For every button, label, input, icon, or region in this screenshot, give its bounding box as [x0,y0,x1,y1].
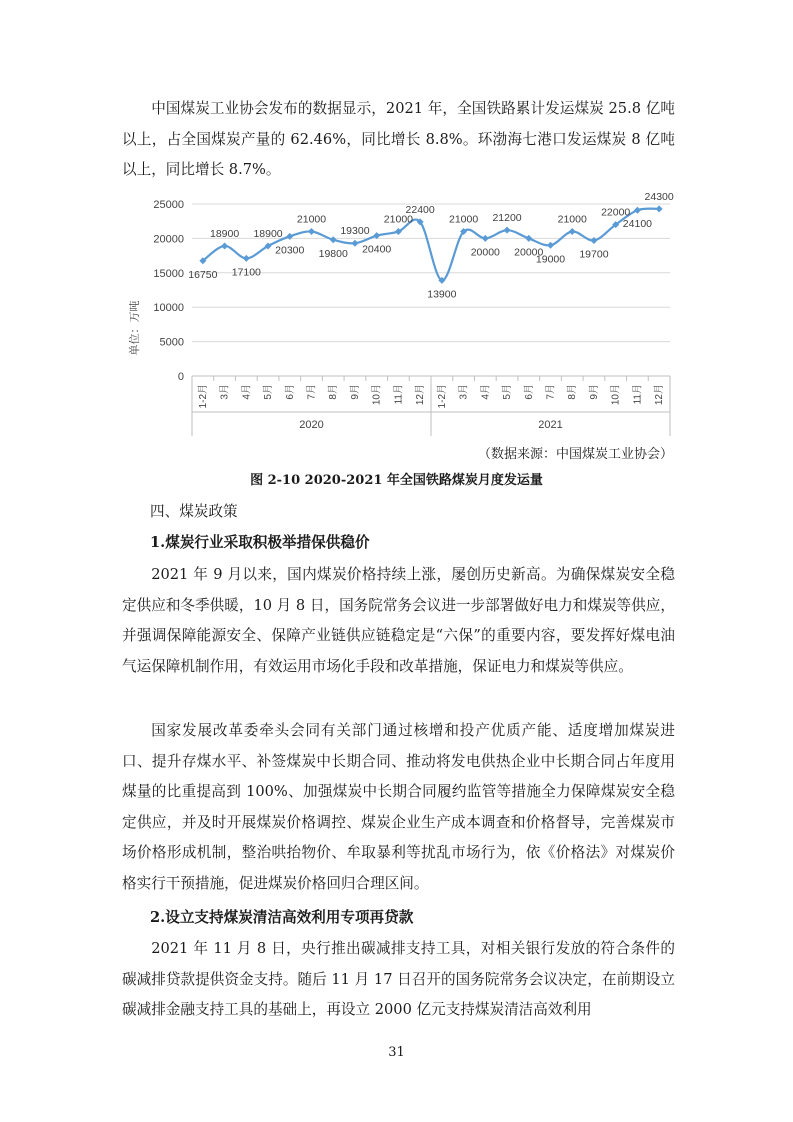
data-label: 21000 [448,213,479,226]
x-tick-label: 11月 [393,384,405,405]
data-label: 17100 [231,266,261,279]
data-label: 21200 [492,212,522,225]
x-tick-label: 6月 [523,384,535,400]
data-label: 20300 [275,244,305,257]
data-point [525,235,532,242]
data-label: 24300 [644,190,674,203]
x-tick-label: 6月 [284,384,296,400]
data-labels [188,191,674,301]
y-tick-label: 20000 [153,233,184,246]
y-axis-label: 单位：万吨 [129,300,141,356]
data-point [634,207,641,214]
data-point [243,255,250,262]
x-tick-label: 7月 [545,384,557,400]
data-point [308,228,315,235]
y-tick-labels [153,199,184,383]
data-label: 21000 [383,213,414,226]
page-number: 31 [388,1045,405,1060]
data-label: 20000 [470,246,500,259]
section-heading: 四、煤炭政策 [150,503,238,520]
intro-paragraph: 中国煤炭工业协会发布的数据显示，2021 年，全国铁路累计发运煤炭 25.8 亿吨以上，占全国煤炭产量的 62.46%，同比增长 8.8%。环渤海七港口发运煤炭 8 亿吨以上，同比增长 8.7%。 [122,100,675,178]
data-label: 20400 [362,243,392,256]
data-points [199,205,662,284]
data-point [569,228,576,235]
data-point [656,205,663,212]
x-tick-label: 10月 [610,384,622,406]
x-tick-label: 1-2月 [197,384,209,409]
x-tick-label: 8月 [328,384,340,400]
subsection-heading-1: 1.煤炭行业采取积极举措保供稳价 [150,534,370,551]
data-point [482,235,489,242]
x-tick-label: 7月 [306,384,318,400]
x-tick-label: 4月 [480,384,492,400]
x-tick-label: 5月 [263,384,275,400]
series-line [203,206,659,281]
data-point [221,242,228,249]
paragraph-2: 国家发展改革委牵头会同有关部门通过核增和投产优质产能、适度增加煤炭进口、提升存煤水平、补签煤炭中长期合同、推动将发电供热企业中长期合同占年度用煤量的比重提高到 100%、加强煤炭中长期合同履约监管等措施全力保障煤炭安全稳定供应，并及时开展煤炭价格调控、煤炭企业生产成本调查和价格督导，完善煤炭市场价格形成机制，整治哄抬物价、牟取暴利等扰乱市场行为，依《价格法》对煤炭价格实行干预措施，促进煤炭价格回归合理区间。 [122,722,675,892]
subsection-heading-2: 2.设立支持煤炭清洁高效利用专项再贷款 [150,909,414,926]
y-tick-label: 0 [177,371,184,383]
data-label: 18900 [209,227,240,240]
figure-caption: 图 2-10 2020-2021 年全国铁路煤炭月度发运量 [250,473,543,488]
x-tick-label: 12月 [415,384,427,406]
data-point [351,240,358,247]
data-label: 22000 [601,206,631,219]
paragraph-1: 2021 年 9 月以来，国内煤炭价格持续上涨，屡创历史新高。为确保煤炭安全稳定供应和冬季供暖，10 月 8 日，国务院常务会议进一步部署做好电力和煤炭等供应，并强调保障能源安全、保障产业链供应链稳定是“六保”的重要内容，要发挥好煤电油气运保障机制作用，有效运用市场化手段和改革措施，保证电力和煤炭等供应。 [122,566,675,675]
data-label: 16750 [188,268,218,281]
chart-svg [122,190,682,440]
x-tick-label: 3月 [458,384,470,400]
data-label: 13900 [427,288,457,301]
data-label: 22400 [405,203,435,216]
x-tick-label: 10月 [371,384,383,406]
x-tick-label: 11月 [632,384,644,405]
x-tick-label: 4月 [241,384,253,400]
x-group-label: 2021 [538,419,563,431]
x-tick-label: 8月 [567,384,579,400]
x-group-label: 2020 [299,419,324,431]
rail-coal-chart [122,190,682,440]
data-label: 19000 [535,253,566,266]
figure-source: （数据来源：中国煤炭工业协会） [477,447,673,462]
data-label: 19800 [318,247,348,260]
x-tick-label: 3月 [219,384,231,400]
data-point [504,227,511,234]
y-tick-label: 25000 [153,199,184,211]
data-label: 18900 [253,227,283,240]
x-tick-label: 9月 [588,384,600,400]
data-point [330,236,337,243]
x-tick-label: 12月 [654,384,666,406]
data-label: 24100 [622,218,653,231]
y-tick-label: 10000 [153,302,184,315]
data-label: 19300 [340,225,370,238]
data-label: 21000 [557,213,587,226]
x-tick-label: 9月 [349,384,361,400]
data-label: 19700 [579,248,609,261]
data-point [547,242,554,249]
y-tick-label: 15000 [153,267,184,280]
x-tick-label: 5月 [502,384,514,400]
paragraph-3: 2021 年 11 月 8 日，央行推出碳减排支持工具，对相关银行发放的符合条件的碳减排贷款提供资金支持。随后 11 月 17 日召开的国务院常务会议决定，在前期设立碳减排金融支持工具的基础上，再设立 2000 亿元支持煤炭清洁高效利用 [122,940,675,1018]
data-label: 21000 [296,213,327,226]
data-label: 20000 [514,246,544,259]
x-tick-label: 1-2月 [436,384,448,409]
y-tick-label: 5000 [159,336,184,349]
